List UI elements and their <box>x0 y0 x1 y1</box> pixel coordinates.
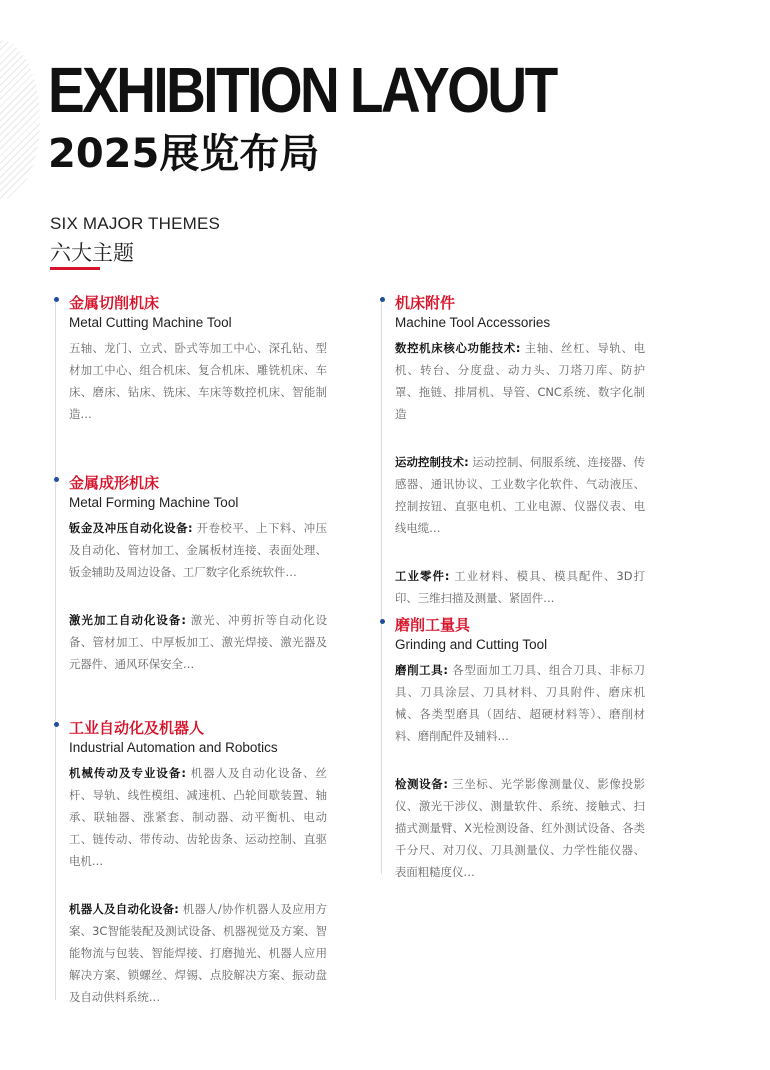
bullet-icon <box>54 722 59 727</box>
theme-title-en: Machine Tool Accessories <box>395 315 551 330</box>
theme-title-en: Grinding and Cutting Tool <box>395 637 548 652</box>
page-title-chinese: 2025展览布局 <box>48 131 320 177</box>
theme-title-en: Industrial Automation and Robotics <box>69 740 278 755</box>
theme-description: 数控机床核心功能技术: 主轴、丝杠、导轨、电机、转台、分度盘、动力头、刀塔刀库、防护罩、拖链、排屑机、导管、CNC系统、数字化制造 <box>395 341 645 421</box>
theme-title-cn: 金属切削机床 <box>69 294 160 312</box>
theme-description: 机械传动及专业设备: 机器人及自动化设备、丝杆、导轨、线性模组、减速机、凸轮间歇装置、轴承、联轴器、涨紧套、制动器、动平衡机、电动工、链传动、带传动、齿轮齿条、运动控制、直驱电机… <box>69 766 328 868</box>
right-column-guide <box>381 300 382 874</box>
theme-title-cn: 工业自动化及机器人 <box>69 719 205 737</box>
bullet-icon <box>380 619 385 624</box>
theme-description: 工业零件: 工业材料、模具、模具配件、3D打印、三维扫描及测量、紧固件… <box>395 569 646 605</box>
theme-title-cn: 金属成形机床 <box>69 474 160 492</box>
theme-description: 激光加工自动化设备: 激光、冲剪折等自动化设备、管材加工、中厚板加工、激光焊接、激光器及元器件、通风环保安全… <box>69 613 328 671</box>
theme-grinding-cutting-tool <box>395 615 645 883</box>
theme-description: 机器人及自动化设备: 机器人/协作机器人及应用方案、3C智能装配及测试设备、机器视觉及方案、智能物流与包装、智能焊接、打磨抛光、机器人应用解决方案、锁螺丝、焊锡、点胶解决方案、振动盘及自动供料系统… <box>69 902 327 1004</box>
decorative-stripes <box>0 40 40 200</box>
section-heading-chinese: 六大主题 <box>50 241 134 265</box>
theme-description: 磨削工具: 各型面加工刀具、组合刀具、非标刀具、刀具涂层、刀具材料、刀具附件、磨床机械、各类型磨具（固结、超硬材料等）、磨削材料、磨削配件及辅料… <box>395 663 645 743</box>
section-heading: SIX MAJOR THEMES <box>50 214 221 233</box>
theme-metal-cutting <box>69 293 327 425</box>
theme-metal-forming <box>69 473 327 675</box>
accent-underline <box>50 267 100 270</box>
page-title: EXHIBITION LAYOUT <box>48 54 556 126</box>
theme-description: 五轴、龙门、立式、卧式等加工中心、深孔钻、型材加工中心、组合机床、复合机床、雕铣机床、车床、磨床、钻床、铣床、车床等数控机床、智能制造… <box>69 341 327 421</box>
theme-title-en: Metal Cutting Machine Tool <box>69 315 232 330</box>
bullet-icon <box>54 477 59 482</box>
theme-description: 检测设备: 三坐标、光学影像测量仪、影像投影仪、激光干涉仪、测量软件、系统、接触式、扫描式测量臂、X光检测设备、红外测试设备、各类千分尺、对刀仪、刀具测量仪、力学性能仪器、表面粗糙度仪… <box>395 777 645 879</box>
theme-title-en: Metal Forming Machine Tool <box>69 495 239 510</box>
theme-description: 钣金及冲压自动化设备: 开卷校平、上下料、冲压及自动化、管材加工、金属板材连接、表面处理、钣金辅助及周边设备、工厂数字化系统软件… <box>69 521 327 579</box>
bullet-icon <box>380 297 385 302</box>
theme-industrial-automation <box>69 718 327 1008</box>
theme-description: 运动控制技术: 运动控制、伺服系统、连接器、传感器、通讯协议、工业数字化软件、气动液压、控制按钮、直驱电机、工业电源、仪器仪表、电线电缆… <box>395 455 646 535</box>
left-column-guide <box>55 300 56 1000</box>
theme-machine-tool-accessories <box>395 293 645 609</box>
theme-title-cn: 磨削工量具 <box>395 616 471 634</box>
theme-title-cn: 机床附件 <box>395 294 456 312</box>
bullet-icon <box>54 297 59 302</box>
